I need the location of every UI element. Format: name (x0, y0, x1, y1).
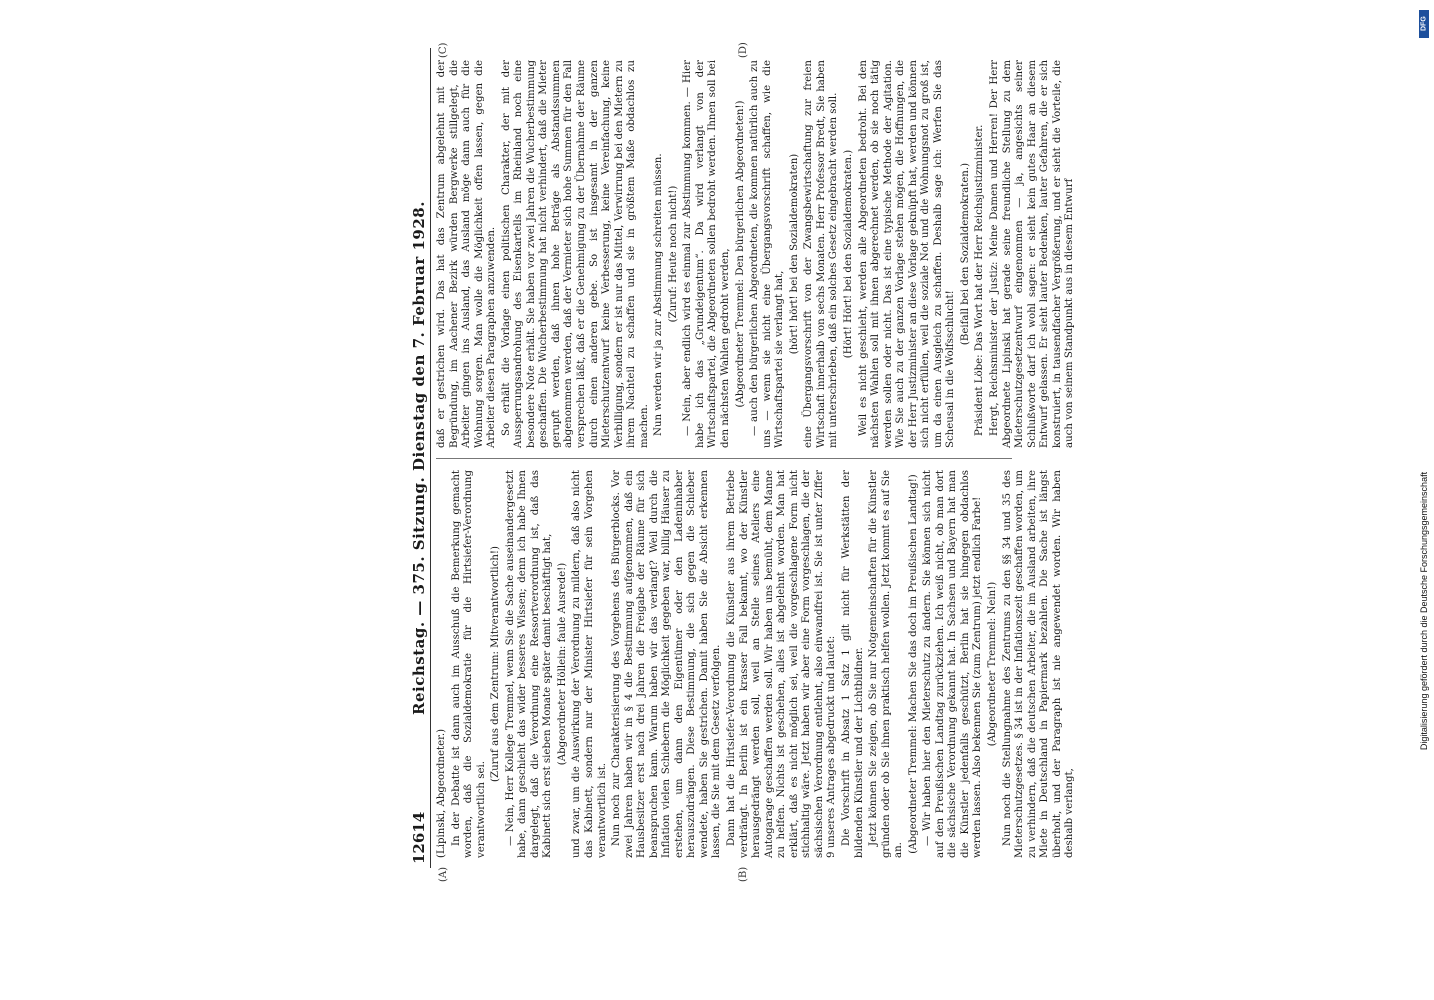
column-divider (436, 458, 1012, 459)
paragraph: und zwar, um die Auswirkung der Verordnung zu mildern, daß also nicht das Kabinett, sondern nur der Minister Hirtsiefer für sein Vorgehen verantwortlich ist. (571, 470, 608, 858)
paragraph: Nun noch die Stellungnahme des Zentrums zu den §§ 34 und 35 des Mieterschutzgesetzes. § 34 ist in der Inflationszeit geschaffen worden, um zu verhindern, daß die deutschen Arbeiter, die im Ausland arbeiten, ihre Miete in Deutschland in Papiermark bezahlen. Die Sache ist längst überholt, und der Paragraph ist nie angewendet worden. Wir haben deshalb verlangt, (1001, 470, 1076, 858)
speaker-paragraph: Präsident Löbe: Das Wort hat der Herr Reichsjustizminister. (974, 124, 986, 436)
paragraph: In der Debatte ist dann auch im Ausschuß die Bemerkung gemacht worden, daß die Sozialdemokratie für die Hirtsiefer-Verordnung verantwortlich sei. (450, 470, 487, 858)
margin-marker-a: (A) (438, 866, 449, 882)
dfg-logo: DFG (1419, 10, 1429, 38)
paragraph: Dann hat die Hirtsiefer-Verordnung die Künstler aus ihrem Betriebe verdrängt. In Berlin ist ein krasser Fall bekannt, wo der Künstler herausgedrängt werden soll, weil an Stelle seines Ateliers eine Autogarage geschaffen werden soll. Wir haben uns bemüht, dem Manne zu helfen. Nichts ist geschehen, alles ist abgelehnt worden. Man hat erklärt, daß es nicht möglich sei, weil die vorgeschlagene Form nicht stichhaltig wäre. Jetzt haben wir aber eine Form vorgeschlagen, die der sächsischen Verordnung entlehnt, also einwandfrei ist. Sie ist unter Ziffer 9 unseres Antrages abgedruckt und lautet: (726, 470, 838, 858)
interjection: (Hört! Hört! bei den Sozialdemokraten.) (842, 149, 854, 359)
digitization-caption (1417, 6, 1431, 996)
interjection: (Beifall bei den Sozialdemokraten.) (959, 162, 971, 346)
interjection: (Abgeordneter Tremmel: Machen Sie das doch im Preußischen Landtag!) (907, 474, 919, 854)
caption-text: Digitalisierung gefördert durch die Deutsche Forschungsgemeinschaft (1419, 471, 1429, 751)
paragraph: eine Übergangsvorschrift von der Zwangsbewirtschaftung zur freien Wirtschaft innerhalb von sechs Monaten. Herr Professor Bredt, Sie haben mit unterschrieben, daß ein solches Gesetz eingebracht werden soll. (803, 60, 840, 448)
page-number: 12614 (410, 811, 428, 864)
margin-marker-b: (B) (738, 866, 749, 882)
page-header (408, 48, 431, 868)
left-text-column (436, 470, 1076, 858)
paragraph: Jetzt können Sie zeigen, ob Sie nur Notgemeinschaften für die Künstler gründen oder ob Sie ihnen praktisch helfen wollen. Jetzt kommt es auf Sie an. (868, 470, 905, 858)
paragraph: — auch den bürgerlichen Abgeordneten, die kommen natürlich auch zu uns — wenn sie nicht eine Übergangsvorschrift schaffen, wie die Wirtschaftspartei sie verlangt hat, (749, 60, 786, 448)
interjection: (Abgeordneter Höllein: faule Ausrede!) (556, 562, 568, 766)
page-title: Reichstag. — 375. Sitzung. Dienstag den 7. Februar 1928. (410, 201, 428, 715)
interjection: (Zuruf: Heute noch nicht!) (667, 185, 679, 323)
interjection: (hört! hört! bei den Sozialdemokraten) (788, 153, 800, 355)
paragraph: — Wir haben hier den Mieterschutz zu ändern. Sie können sich nicht auf den Preußischen Landtag zurückziehen. Ich weiß nicht, ob man dort die sächsische Verordnung gekannt hat. In Sachsen und Bayern hat man die Künstler jedenfalls geschützt, Berlin hat sie hingegen obdachlos werden lassen. Also bekennen Sie (zum Zentrum) jetzt endlich Farbe! (922, 470, 984, 858)
right-text-column (436, 60, 1076, 448)
margin-marker-d: (D) (738, 42, 749, 58)
paragraph: — Nein, Herr Kollege Tremmel, wenn Sie die Sache auseinandergesetzt habe, dann geschieht das wider besseres Wissen; denn ich habe Ihnen dargelegt, daß die Verordnung eine Ressortverordnung ist, daß das Kabinett sich erst sieben Monate später damit beschäftigt hat, (504, 470, 554, 858)
paragraph: So erhält die Vorlage einen politischen Charakter, der mit der Aussperrungsandrohung des Eisenkartells im Rheinland noch eine besondere Note erhält. Sie haben vor zwei Jahren die Wucherbestimmung geschaffen. Die Wucherbestimmung hat nicht verhindert, daß die Mieter gerupft werden, daß ihnen hohe Beträge als Abstandssummen abgenommen werden, daß der Vermieter sich hohe Summen für den Fall versprechen läßt, daß er die Genehmigung zu der Übernahme der Räume durch einen anderen gebe. So ist insgesamt in der ganzen Mieterschutzentwurf keine Verbesserung, keine Vereinfachung, keine Verbilligung, sondern er ist nur das Mittel, Verwirrung bei den Mietern zu ihrem Nachteil zu schaffen und sie in größtem Maße obdachlos zu machen. (500, 60, 650, 448)
paragraph: — Nein, aber endlich wird es einmal zur Abstimmung kommen. — Hier habe ich das „Grundeigentum“. Da wird verlangt von der Wirtschaftspartei, die Abgeordneten sollen bedroht werden. Ihnen soll bei den nächsten Wahlen gedroht werden, (682, 60, 732, 448)
quoted-provision: Die Vorschrift in Absatz 1 Satz 1 gilt nicht für Werkstätten der bildenden Künstler und der Lichtbildner. (840, 470, 865, 858)
paragraph: Nun noch zur Charakterisierung des Vorgehens des Bürgerblocks. Vor zwei Jahren haben wir in § 4 die Bestimmung aufgenommen, daß ein Hausbesitzer erst nach drei Jahren die Freigabe der Räume für sich beanspruchen kann. Warum haben wir das verlangt? Weil durch die Inflation vielen Schiebern die Möglichkeit gegeben war, billig Häuser zu erstehen, um dann den Eigentümer oder den Ladeninhaber herauszudrängen. Diese Bestimmung, die sich gegen die Schieber wendete, haben Sie gestrichen. Damit haben Sie die Absicht erkennen lassen, die Sie mit dem Gesetz verfolgen. (611, 470, 723, 858)
interjection: (Zuruf aus dem Zentrum: Mitverantwortlich!) (490, 546, 502, 782)
paragraph: daß er gestrichen wird. Das hat das Zentrum abgelehnt mit der Begründung, im Aachener Bezirk würden Bergwerke stillgelegt, die Arbeiter gingen ins Ausland, das Ausland möge dann auch für die Wohnung sorgen. Man wolle die Möglichkeit offen lassen, gegen die Arbeiter diesen Paragraphen anzuwenden. (436, 60, 498, 448)
margin-marker-c: (C) (438, 42, 449, 58)
interjection: (Abgeordneter Tremmel: Den bürgerlichen Abgeordneten!) (734, 100, 746, 408)
paragraph: Nun werden wir ja zur Abstimmung schreiten müssen. (653, 153, 665, 436)
paragraph: (Lipinski, Abgeordneter.) (436, 728, 447, 858)
interjection: (Abgeordneter Tremmel: Nein!) (986, 581, 998, 747)
speaker-paragraph: Hergt, Reichsminister der Justiz: Meine Damen und Herren! Der Herr Abgeordnete Lipinski hat gerade seine freundliche Stellung zu dem Mieterschutzgesetzentwurf eingenommen — ja, angesichts seiner Schlußworte darf ich wohl sagen: er sieht kein gutes Haar an diesem Entwurf gelassen. Er sieht lauter Bedenken, lauter Gefahren, die er sich konstruiert, in tausendfacher Vergrößerung, und er sieht die Vorteile, die auch von seinem Standpunkt aus in diesem Entwurf (988, 60, 1076, 448)
rotated-document-page (408, 42, 1076, 882)
paragraph: Weil es nicht geschieht, werden alle Abgeordneten bedroht. Bei den nächsten Wahlen soll mit ihnen abgerechnet werden, ob sie noch tätig werden sollen oder nicht. Das ist eine typische Methode der Agitation. Wie Sie auch zu der ganzen Vorlage stehen mögen, die Hoffnungen, die der Herr Justizminister an diese Vorlage geknüpft hat, werden und können sich nicht erfüllen, weil die soziale Not und die Wohnungsnot zu groß ist, um da einen Ausgleich zu schaffen. Deshalb sage ich: Werfen Sie das Scheusal in die Wolfsschlucht! (857, 60, 957, 448)
